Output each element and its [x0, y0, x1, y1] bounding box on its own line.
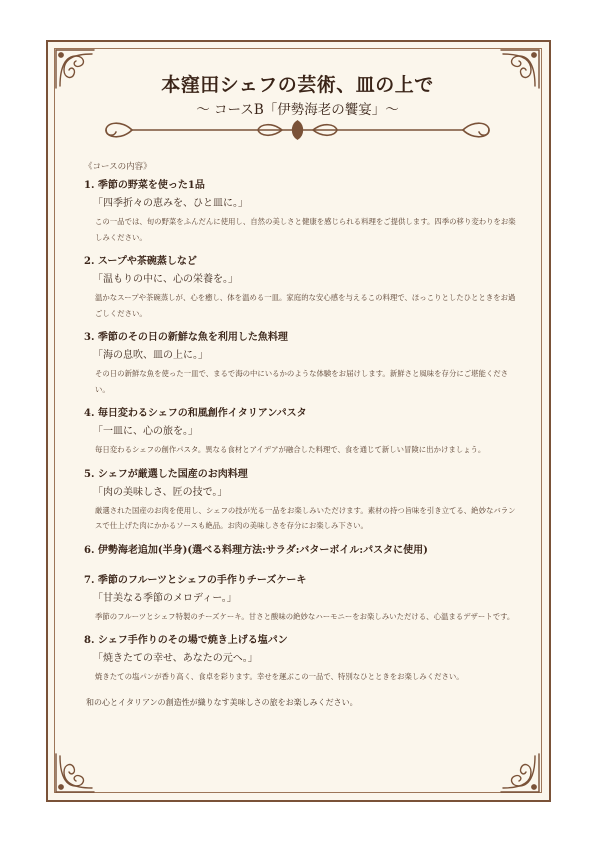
- item-description: その日の新鮮な魚を使った一皿で、まるで海の中にいるかのような体験をお届けします。新鮮さと風味を存分にご堪能ください。: [95, 369, 509, 394]
- item-heading: 2. スープや茶碗蒸しなど: [84, 256, 197, 267]
- item-description: この一品では、旬の野菜をふんだんに使用し、自然の美しさと健康を感じられる料理をご提供します。四季の移り変わりをお楽しみください。: [95, 217, 516, 242]
- item-heading: 8. シェフ手作りのその場で焼き上げる塩パン: [84, 635, 288, 646]
- corner-ornament-icon: [52, 750, 98, 796]
- item-heading: 4. 毎日変わるシェフの和風創作イタリアンパスタ: [84, 408, 307, 419]
- page-title: 本窪田シェフの芸術、皿の上で: [161, 74, 434, 96]
- item-tagline: 「海の息吹、皿の上に。」: [93, 350, 208, 361]
- item-heading: 5. シェフが厳選した国産のお肉料理: [84, 468, 248, 480]
- item-heading: 6. 伊勢海老追加(半身)(選べる料理方法:サラダ:バターボイル:パスタに使用): [84, 544, 428, 556]
- section-label: 《コースの内容》: [84, 162, 152, 172]
- item-description: 焼きたての塩パンが香り高く、食卓を彩ります。幸せを運ぶこの一品で、特別なひとときをお楽しみください。: [95, 672, 464, 681]
- item-tagline: 「肉の美味しさ、匠の技で。」: [93, 486, 228, 498]
- closing-message: 和の心とイタリアンの創造性が織りなす美味しさの旅をお楽しみください。: [86, 697, 358, 707]
- course-item: [84, 179, 516, 245]
- item-heading: 1. 季節の野菜を使った1品: [84, 180, 205, 191]
- item-heading: 7. 季節のフルーツとシェフの手作りチーズケーキ: [84, 574, 307, 586]
- item-description: 季節のフルーツとシェフ特製のチーズケーキ。甘さと酸味の絶妙なハーモニーをお楽しみいただける、心温まるデザートです。: [95, 611, 515, 621]
- item-description: 毎日変わるシェフの創作パスタ。異なる食材とアイデアが融合した料理で、食を通じて新しい冒険に出かけましょう。: [95, 445, 486, 454]
- course-item: [84, 544, 516, 558]
- item-tagline: 「焼きたての幸せ、あなたの元へ。」: [93, 653, 258, 664]
- item-heading: 3. 季節のその日の新鮮な魚を利用した魚料理: [84, 332, 288, 343]
- item-description: 厳選された国産のお肉を使用し、シェフの技が光る一品をお楽しみいただけます。素材の持つ旨味を引き立てる、絶妙なバランスで仕上げた肉にかかるソースも絶品。お肉の美味しさを存分にお楽しみ下さい。: [95, 505, 516, 530]
- course-item: [84, 634, 516, 685]
- scroll-divider-icon: [92, 116, 503, 144]
- course-content: [84, 160, 516, 708]
- item-tagline: 「一皿に、心の旅を。」: [93, 426, 198, 437]
- item-tagline: 「四季折々の恵みを、ひと皿に。」: [93, 198, 248, 209]
- item-tagline: 「温もりの中に、心の栄養を。」: [93, 274, 238, 285]
- course-item: [84, 331, 516, 397]
- course-item: [84, 255, 516, 321]
- item-description: 温かなスープや茶碗蒸しが、心を癒し、体を温める一皿。家庭的な安心感を与えるこの料理で、ほっこりとしたひとときをお過ごしください。: [95, 293, 516, 318]
- corner-ornament-icon: [497, 750, 543, 796]
- course-item: [84, 407, 516, 458]
- page-subtitle: 〜 コースB「伊勢海老の饗宴」〜: [196, 102, 399, 118]
- item-tagline: 「甘美なる季節のメロディー。」: [93, 592, 237, 604]
- course-item: [84, 468, 516, 534]
- course-item: [84, 574, 516, 625]
